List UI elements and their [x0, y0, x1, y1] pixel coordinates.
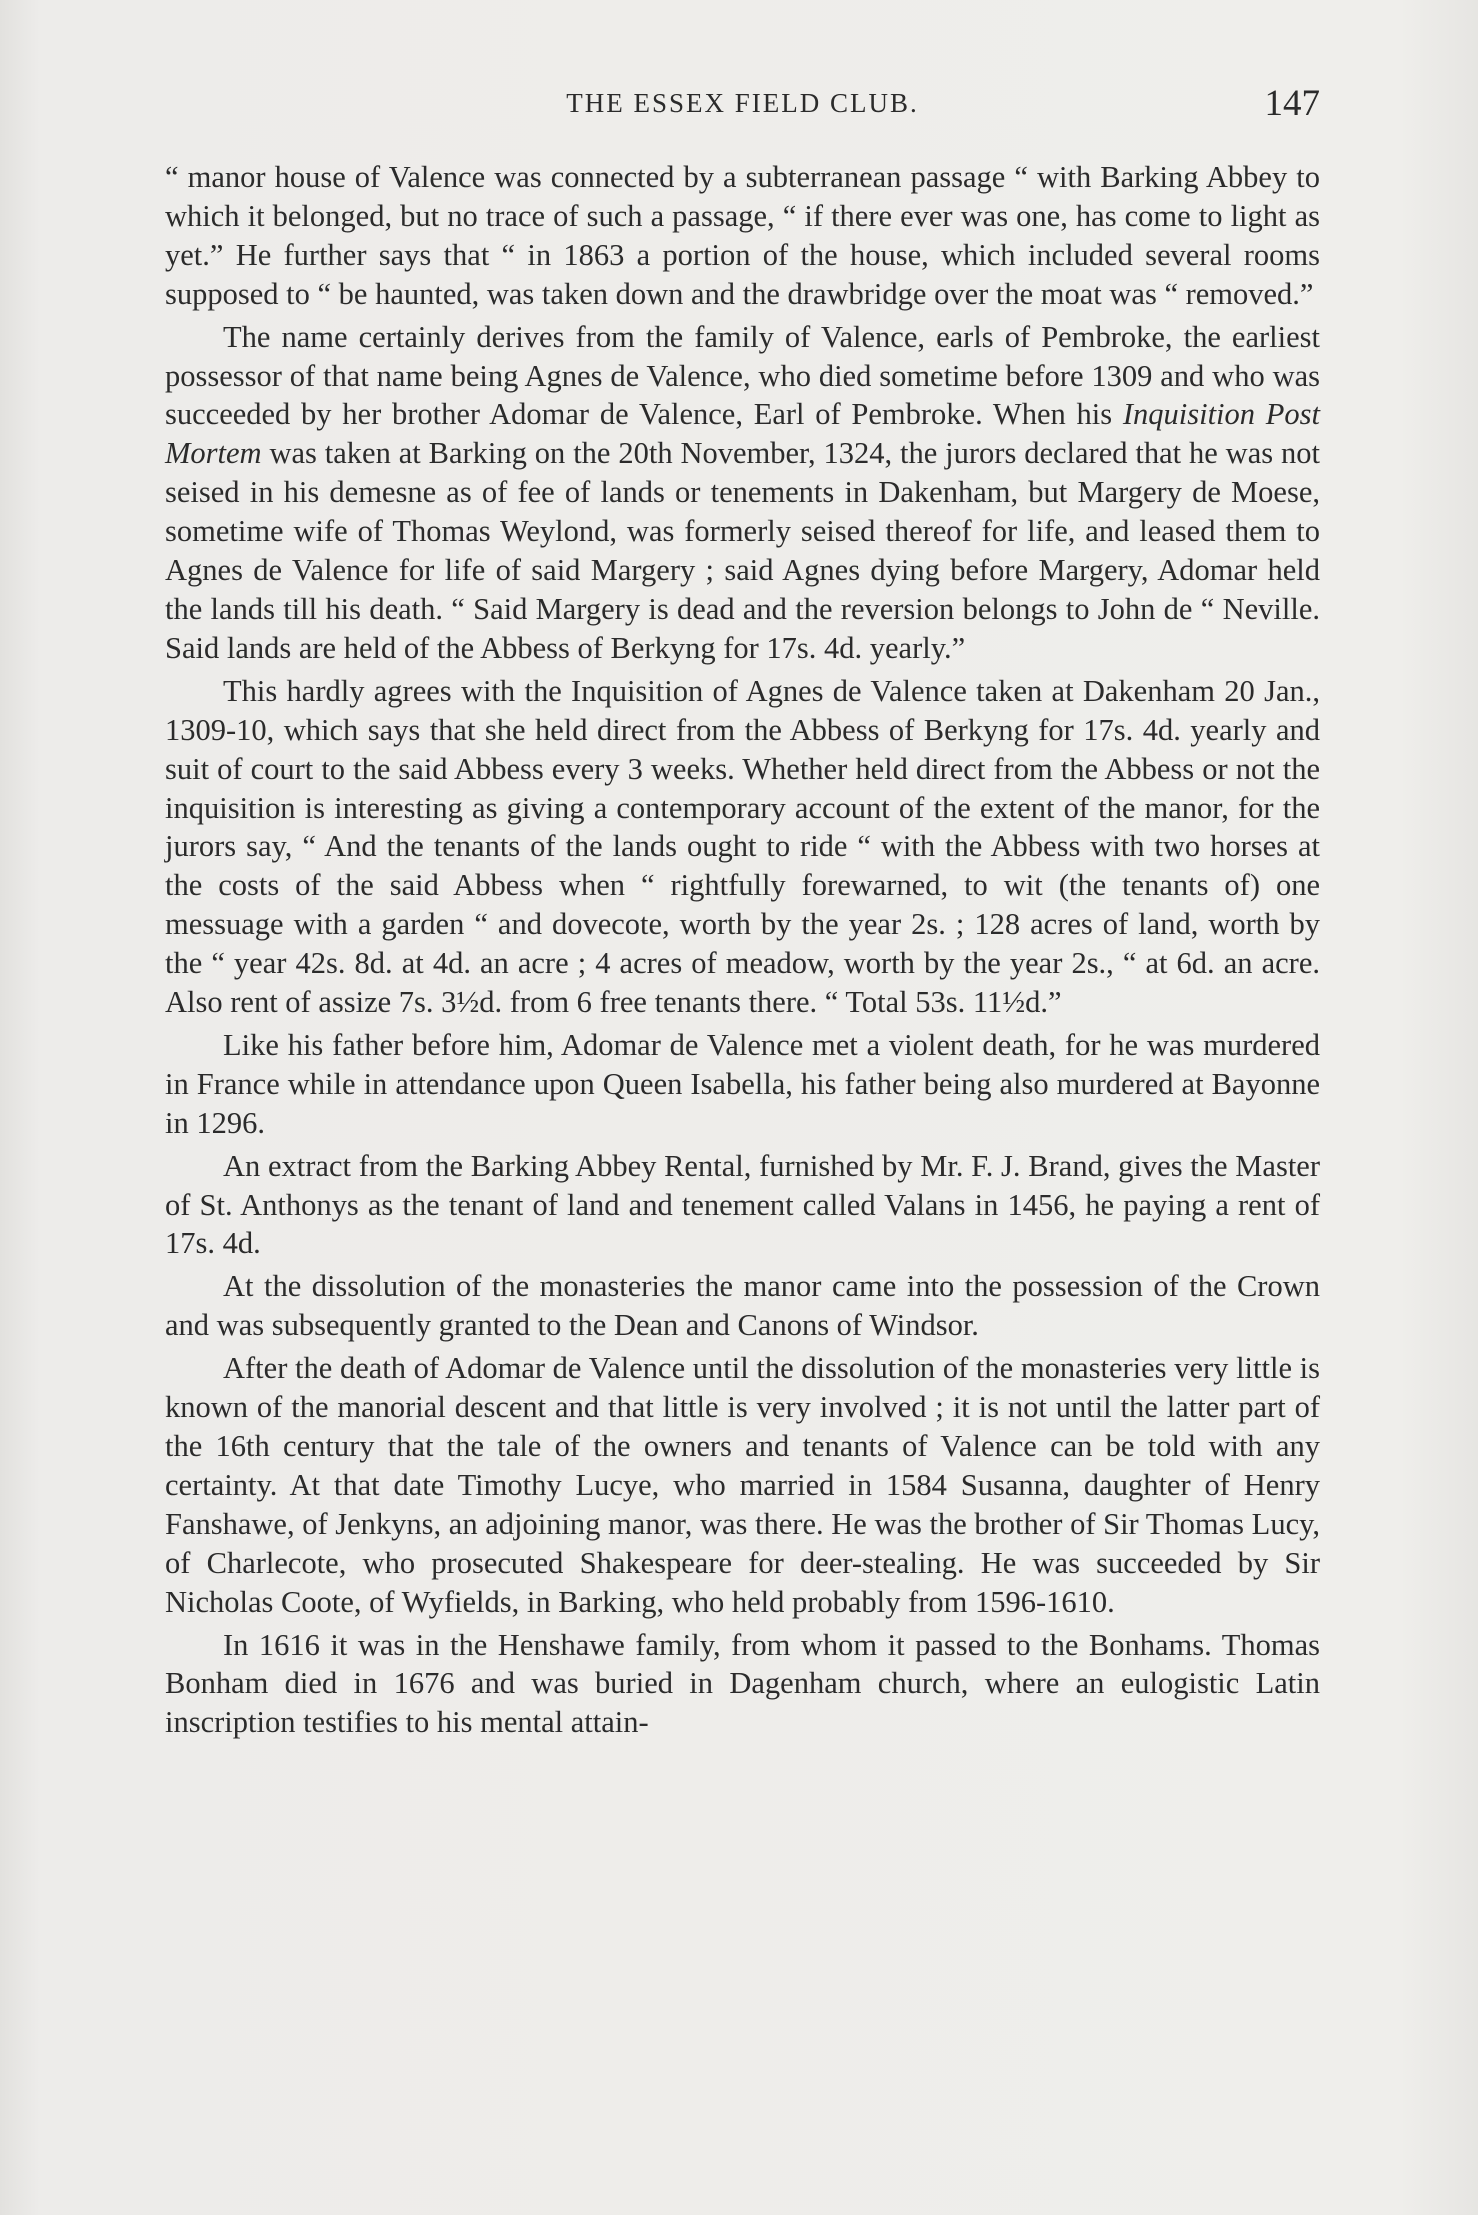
paragraph-bonhams: In 1616 it was in the Henshawe family, from whom it passed to the Bonhams. Thomas Bonham died in 1676 and was buried in Dagenham church, where an eulogistic Latin inscription testifies to his mental attain-	[165, 1627, 1320, 1740]
page-header	[165, 82, 1320, 132]
paragraph-dissolution: At the dissolution of the monasteries the manor came into the possession of the Crown and was subsequently granted to the Dean and Canons of Windsor.	[165, 1269, 1320, 1343]
italic-title: Inquisition Post Mortem	[165, 397, 1320, 471]
paragraph-valence-family	[165, 318, 1320, 668]
paragraph-text: The name certainly derives from the family of Valence, earls of Pembroke, the earliest possessor of that name being Agnes de Valence, who died sometime before 1309 and who was succeeded by her brother Adomar de Valence, Earl of Pembroke. When his	[165, 319, 1320, 432]
paragraph-inquisition: This hardly agrees with the Inquisition of Agnes de Valence taken at Dakenham 20 Jan., 1309-10, which says that she held direct from the Abbess of Berkyng for 17s. 4d. yearly and suit of court to the said Abbess every 3 weeks. Whether held direct from the Abbess or not the inquisition is interesting as giving a contemporary account of the extent of the manor, for the jurors say, “ And the tenants of the lands ought to ride “ with the Abbess with two horses at the costs of the said Abbess when “ rightfully forewarned, to wit (the tenants of) one messuage with a garden “ and dovecote, worth by the year 2s. ; 128 acres of land, worth by the “ year 42s. 8d. at 4d. an acre ; 4 acres of meadow, worth by the year 2s., “ at 6d. an acre. Also rent of assize 7s. 3½d. from 6 free tenants there. “ Total 53s. 11½d.”	[165, 673, 1320, 1020]
paragraph-adomar-death: Like his father before him, Adomar de Valence met a violent death, for he was murdered in France while in attendance upon Queen Isabella, his father being also murdered at Bayonne in 1296.	[165, 1027, 1320, 1140]
body-text	[165, 158, 1320, 1742]
paragraph-quote-continuation: “ manor house of Valence was connected by a subterranean passage “ with Barking Abbey to which it belonged, but no trace of such a passage, “ if there ever was one, has come to light as yet.” He further says that “ in 1863 a portion of the house, which included several rooms supposed to “ be haunted, was taken down and the drawbridge over the moat was “ removed.”	[165, 160, 1320, 311]
paragraph-text: was taken at Barking on the 20th November, 1324, the jurors declared that he was not seised in his demesne as of fee of lands or tenements in Dakenham, but Margery de Moese, sometime wife of Thomas Weylond, was formerly seised thereof for life, and leased them to Agnes de Valence for life of said Margery ; said Agnes dying before Margery, Adomar held the lands till his death. “ Said Margery is dead and the reversion belongs to John de “ Neville. Said lands are held of the Abbess of Berkyng for 17s. 4d. yearly.”	[165, 436, 1320, 665]
page-number: 147	[1264, 83, 1320, 124]
paragraph-owners: After the death of Adomar de Valence until the dissolution of the monasteries very little is known of the manorial descent and that little is very involved ; it is not until the latter part of the 16th century that the tale of the owners and tenants of Valence can be told with any certainty. At that date Timothy Lucye, who married in 1584 Susanna, daughter of Henry Fanshawe, of Jenkyns, an adjoining manor, was there. He was the brother of Sir Thomas Lucy, of Charlecote, who prosecuted Shakespeare for deer-stealing. He was succeeded by Sir Nicholas Coote, of Wyfields, in Barking, who held probably from 1596-1610.	[165, 1351, 1320, 1619]
paragraph-rental: An extract from the Barking Abbey Rental, furnished by Mr. F. J. Brand, gives the Master of St. Anthonys as the tenant of land and tenement called Valans in 1456, he paying a rent of 17s. 4d.	[165, 1148, 1320, 1261]
running-head: THE ESSEX FIELD CLUB.	[566, 88, 919, 118]
